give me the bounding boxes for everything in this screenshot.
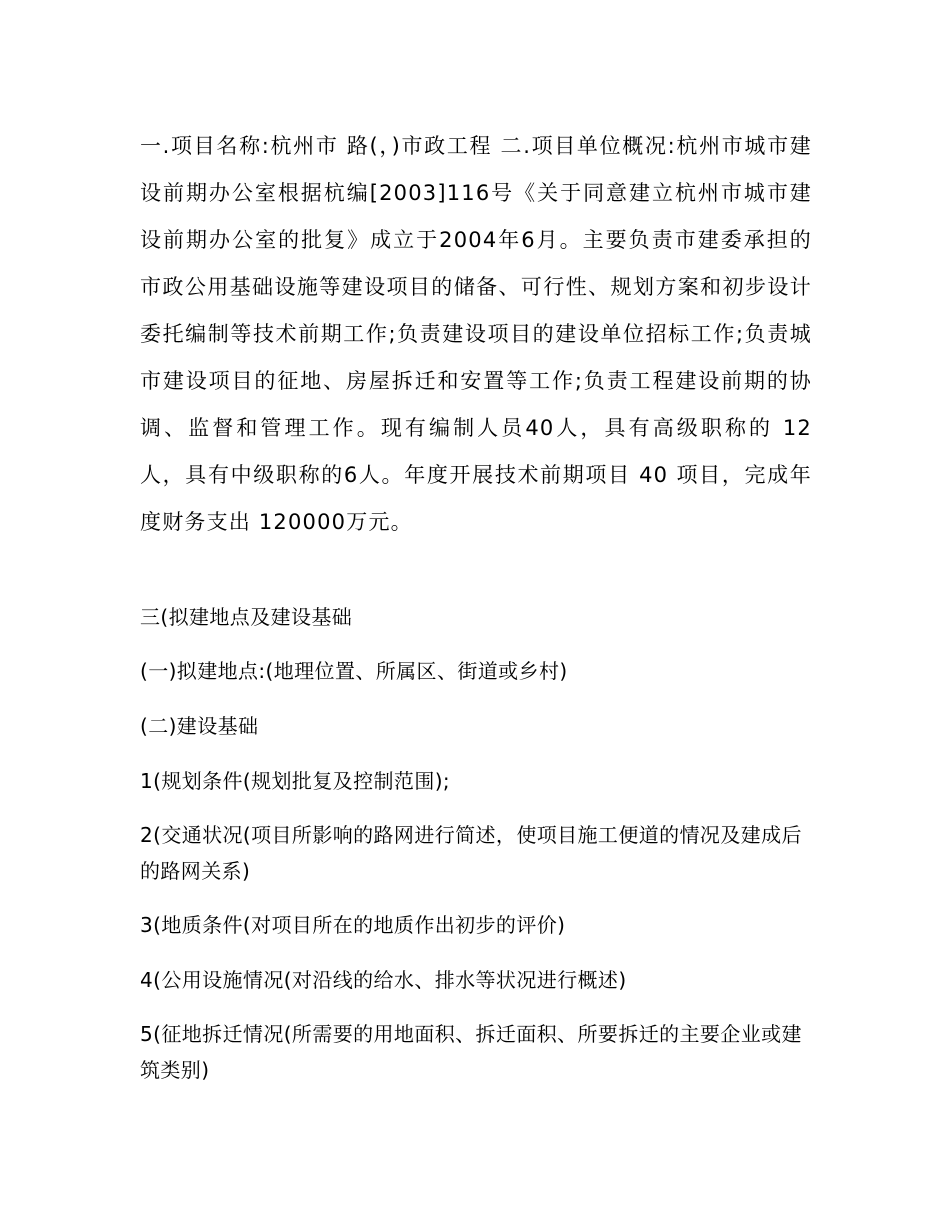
item-land-acquisition: 5(征地拆迁情况(所需要的用地面积、拆迁面积、所要拆迁的主要企业或建筑类别) (140, 1022, 802, 1082)
item-traffic-conditions: 2(交通状况(项目所影响的路网进行简述，使项目施工便道的情况及建成后的路网关系) (140, 823, 802, 883)
subsection-construction-basis: (二)建设基础 (140, 714, 259, 738)
item-utilities: 4(公用设施情况(对沿线的给水、排水等状况进行概述) (140, 968, 627, 992)
section-heading-site: 三(拟建地点及建设基础 (140, 605, 353, 629)
subsection-site-location: (一)拟建地点:(地理位置、所属区、街道或乡村) (140, 659, 568, 683)
item-geology-conditions: 3(地质条件(对项目所在的地质作出初步的评价) (140, 913, 566, 937)
intro-paragraph: 一.项目名称:杭州市 路(，)市政工程 二.项目单位概况:杭州市城市建设前期办公室根据杭编[2003]116号《关于同意建立杭州市城市建设前期办公室的批复》成立于2004年6月。主要负责市建委承担的市政公用基础设施等建设项目的储备、可行性、规划方案和初步设计委托编制等技术前期工作;负责建设项目的建设单位招标工作;负责城市建设项目的征地、房屋拆迁和安置等工作;负责工程建设前期的协调、监督和管理工作。现有编制人员40人，具有高级职称的 12 人，具有中级职称的6人。年度开展技术前期项目 40 项目，完成年度财务支出 120000万元。 (140, 134, 812, 534)
item-planning-conditions: 1(规划条件(规划批复及控制范围); (140, 769, 451, 793)
